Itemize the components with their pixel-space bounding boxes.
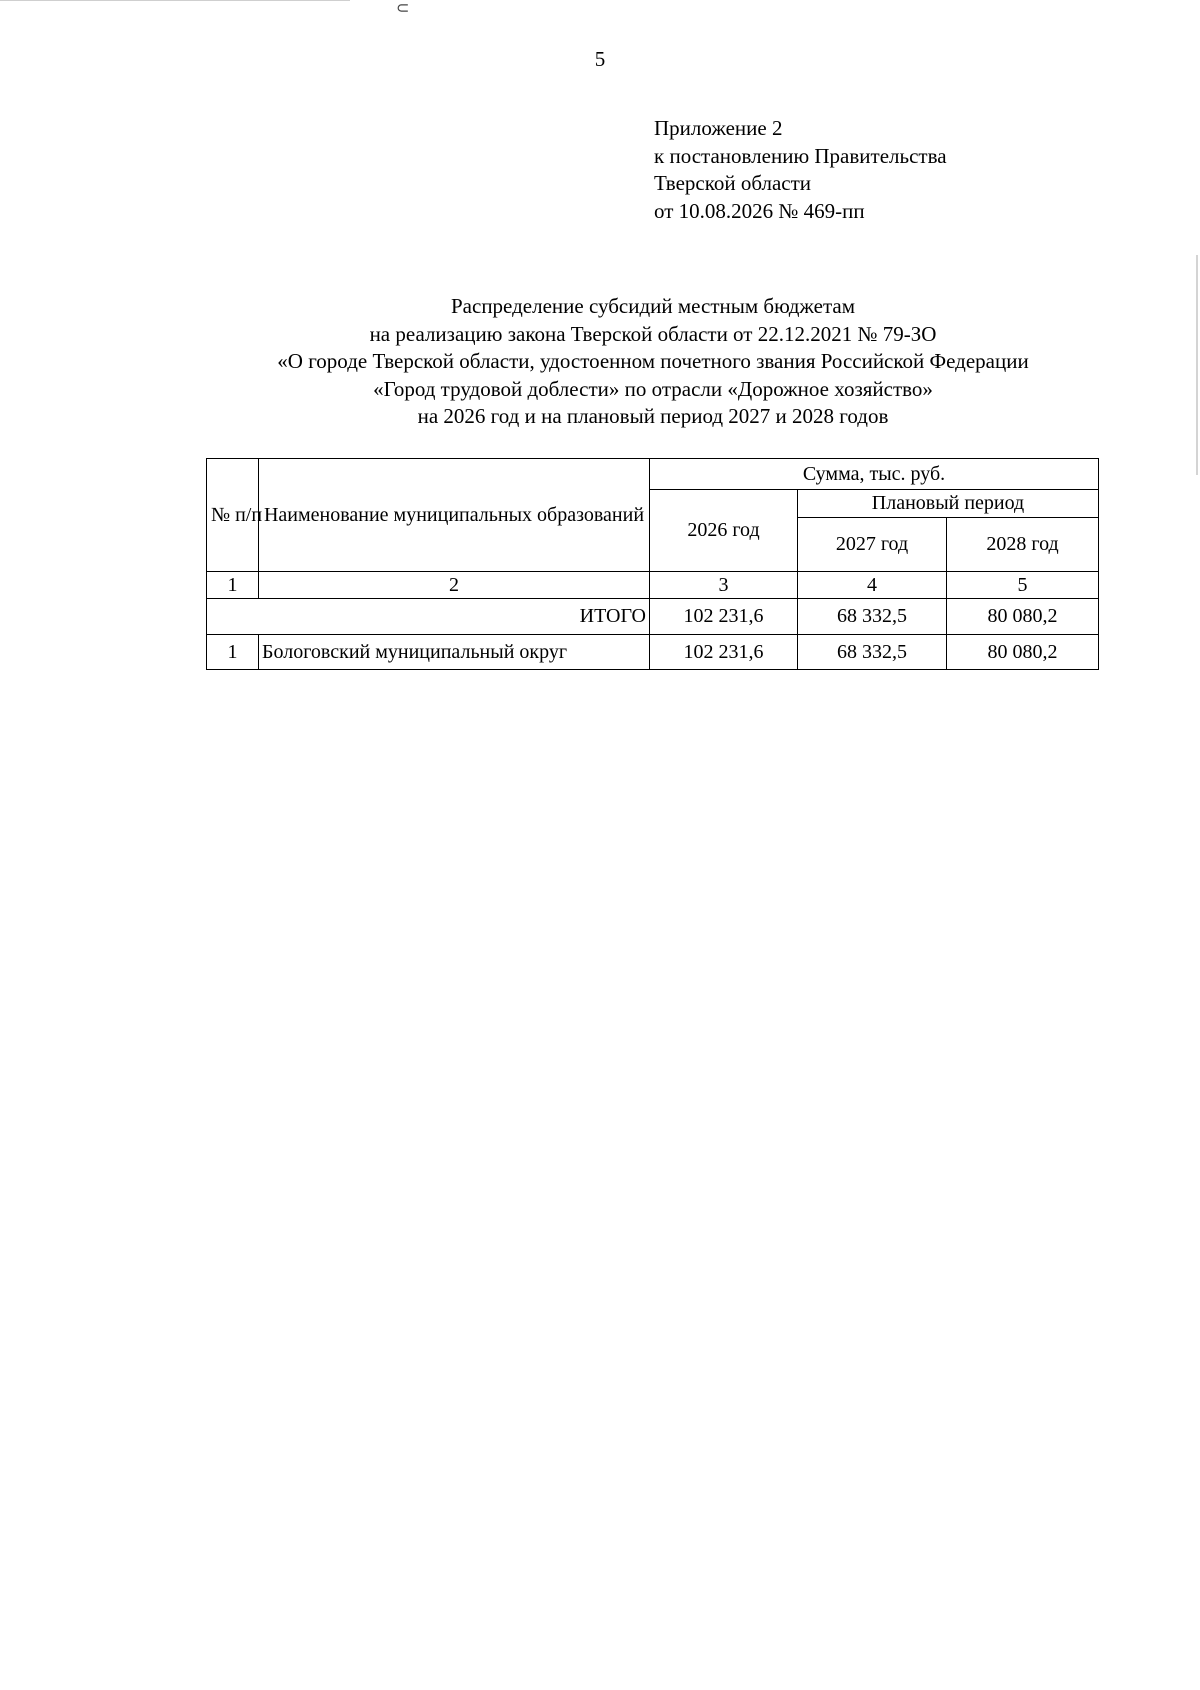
table-header-row	[207, 459, 1099, 490]
row-num: 1	[207, 635, 259, 670]
header-year-2027: 2027 год	[798, 518, 947, 572]
page-number: 5	[594, 47, 606, 71]
total-row	[207, 599, 1099, 635]
header-year-2028: 2028 год	[947, 518, 1099, 572]
appendix-line: Приложение 2	[654, 116, 783, 140]
column-number: 2	[259, 572, 650, 599]
title-line: на 2026 год и на плановый период 2027 и 2028 годов	[417, 404, 889, 428]
title-line: на реализацию закона Тверской области от 22.12.2021 № 79-ЗО	[369, 321, 937, 346]
title-line: Распределение субсидий местным бюджетам	[451, 294, 855, 318]
header-name: Наименование муниципальных образований	[259, 459, 650, 572]
appendix-line: к постановлению Правительства	[654, 143, 947, 168]
header-planned-period: Плановый период	[798, 490, 1099, 518]
appendix-line: от 10.08.2026 № 469-пп	[654, 198, 865, 223]
header-year-2026: 2026 год	[650, 490, 798, 572]
row-value-2027: 68 332,5	[798, 635, 947, 670]
column-number: 3	[650, 572, 798, 599]
scan-pen-mark: ⊂	[396, 0, 410, 17]
header-sum: Сумма, тыс. руб.	[650, 459, 1099, 490]
column-number-row	[207, 572, 1099, 599]
scan-edge-line	[0, 0, 350, 1]
document-title	[0, 293, 1200, 431]
appendix-block	[654, 115, 947, 225]
total-value-2027: 68 332,5	[798, 599, 947, 635]
total-label: ИТОГО	[207, 599, 650, 635]
column-number: 5	[947, 572, 1099, 599]
row-value-2026: 102 231,6	[650, 635, 798, 670]
header-num: № п/п	[207, 459, 259, 572]
total-value-2026: 102 231,6	[650, 599, 798, 635]
title-line: «О городе Тверской области, удостоенном почетного звания Российской Федерации	[277, 349, 1029, 373]
title-line: «Город трудовой доблести» по отрасли «Дорожное хозяйство»	[373, 376, 933, 401]
row-value-2028: 80 080,2	[947, 635, 1099, 670]
subsidy-table	[206, 458, 1099, 670]
row-municipality-name: Бологовский муниципальный округ	[259, 635, 650, 670]
table-row	[207, 635, 1099, 670]
appendix-line: Тверской области	[654, 171, 812, 195]
column-number: 4	[798, 572, 947, 599]
total-value-2028: 80 080,2	[947, 599, 1099, 635]
column-number: 1	[207, 572, 259, 599]
